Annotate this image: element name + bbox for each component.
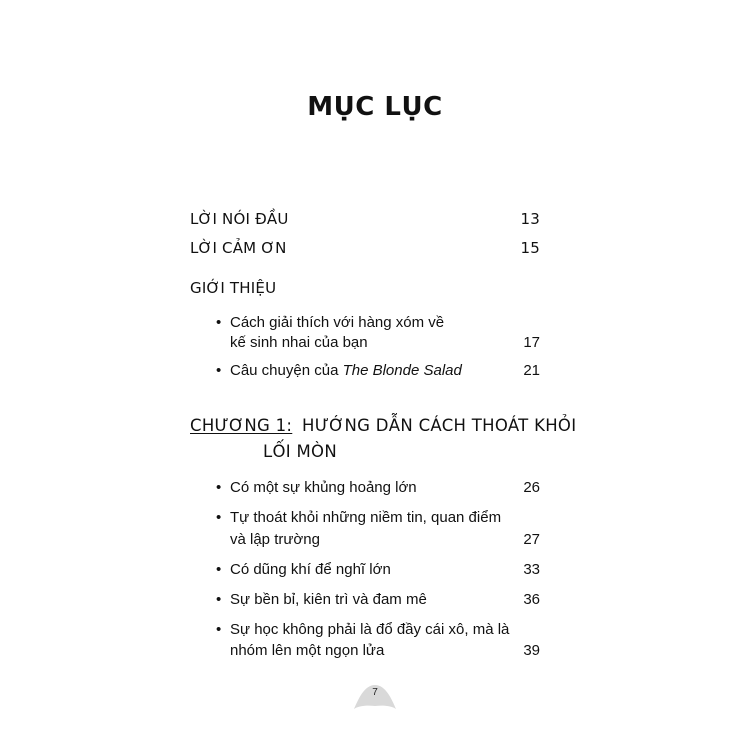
bullet-icon: • [216, 561, 222, 578]
entry-page: 21 [523, 362, 540, 379]
bullet-icon: • [216, 314, 222, 331]
entry-page: 39 [523, 642, 540, 659]
entry-page: 13 [520, 210, 540, 228]
chapter-heading [190, 414, 577, 461]
entry-page: 17 [523, 334, 540, 351]
entry-label: Sự bền bỉ, kiên trì và đam mê [230, 591, 427, 608]
chapter-number: CHƯƠNG 1: [190, 416, 293, 435]
entry-label: kế sinh nhai của bạn [230, 334, 368, 351]
entry-label: LỜI NÓI ĐẦU [190, 210, 289, 228]
entry-page: 33 [523, 561, 540, 578]
entry-page: 26 [523, 479, 540, 496]
entry-label: Có dũng khí để nghĩ lớn [230, 561, 391, 578]
entry-label: Sự học không phải là đổ đầy cái xô, mà là [230, 621, 510, 638]
page-number: 7 [372, 687, 378, 698]
chapter-title-line1: HƯỚNG DẪN CÁCH THOÁT KHỎI [302, 416, 577, 435]
page-title: MỤC LỤC [307, 92, 443, 122]
bullet-icon: • [216, 591, 222, 608]
bullet-icon: • [216, 621, 222, 638]
bullet-icon: • [216, 362, 222, 379]
entry-label [230, 361, 462, 381]
entry-page: 36 [523, 591, 540, 608]
entry-label: Có một sự khủng hoảng lớn [230, 479, 417, 496]
entry-page: 27 [523, 531, 540, 548]
chapter-title-line2: LỐI MÒN [263, 442, 337, 461]
entry-label-prefix: Câu chuyện của [230, 362, 343, 379]
page-number-tab [352, 682, 398, 712]
entry-label: Tự thoát khỏi những niềm tin, quan điểm [230, 509, 502, 526]
entry-label: Cách giải thích với hàng xóm về [230, 314, 445, 331]
entry-label-italic: The Blonde Salad [342, 362, 462, 379]
entry-label: và lập trường [230, 531, 320, 548]
entry-label: nhóm lên một ngọn lửa [230, 642, 385, 659]
entry-page: 15 [520, 239, 540, 257]
entry-label: LỜI CẢM ƠN [190, 239, 287, 257]
bullet-icon: • [216, 509, 222, 526]
bullet-icon: • [216, 479, 222, 496]
section-heading: GIỚI THIỆU [190, 279, 277, 297]
